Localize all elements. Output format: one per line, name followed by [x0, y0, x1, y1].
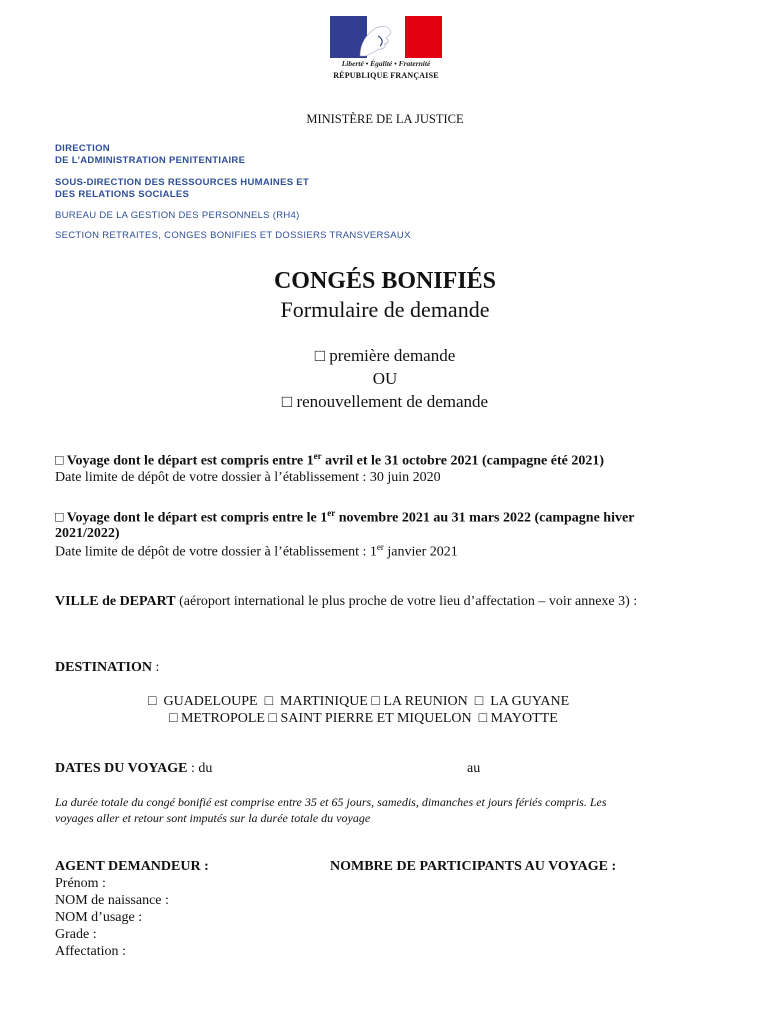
agent-heading: AGENT DEMANDEUR :	[55, 859, 209, 874]
destination-option-saint-pierre[interactable]	[268, 711, 471, 726]
summer-campaign-label-pre: Voyage dont le départ est compris entre 1	[66, 453, 314, 469]
destination-colon: :	[152, 660, 160, 675]
destination-option-mayotte[interactable]	[479, 711, 558, 726]
winter-campaign-line-2: 2021/2022)	[55, 526, 120, 541]
destination-martinique-label: MARTINIQUE	[280, 694, 368, 709]
destination-saint-pierre-label: SAINT PIERRE ET MIQUELON	[280, 711, 472, 726]
travel-dates-label: DATES DU VOYAGE	[55, 761, 188, 776]
summer-deadline: Date limite de dépôt de votre dossier à l’établissement : 30 juin 2020	[55, 470, 441, 485]
agent-birth-name-field[interactable]: NOM de naissance :	[55, 893, 169, 908]
first-request-label: première demande	[329, 346, 456, 365]
checkbox-martinique[interactable]: □	[264, 694, 274, 709]
winter-campaign-label-post: novembre 2021 au 31 mars 2022 (campagne hiver	[335, 510, 635, 526]
agent-assignment-field[interactable]: Affectation :	[55, 944, 126, 959]
bureau-line: BUREAU DE LA GESTION DES PERSONNELS (RH4)	[55, 210, 300, 221]
winter-campaign-label-pre: Voyage dont le départ est compris entre le 1	[66, 510, 328, 526]
agent-usage-name-field[interactable]: NOM d’usage :	[55, 910, 143, 925]
destination-metropole-label: METROPOLE	[180, 711, 265, 726]
section-line: SECTION RETRAITES, CONGES BONIFIES ET DOSSIERS TRANSVERSAUX	[55, 230, 411, 241]
summer-campaign-option[interactable]	[55, 451, 604, 470]
destination-la-guyane-label: LA GUYANE	[490, 694, 570, 709]
first-request-checkbox[interactable]: □	[314, 346, 325, 365]
winter-deadline	[55, 542, 458, 561]
destination-label: DESTINATION	[55, 660, 152, 675]
direction-line-1: DIRECTION	[55, 143, 110, 154]
departure-city-note: (aéroport international le plus proche de votre lieu d’affectation – voir annexe 3) :	[175, 594, 638, 609]
travel-dates-to-label[interactable]: au	[467, 761, 481, 776]
participants-heading: NOMBRE DE PARTICIPANTS AU VOYAGE :	[330, 859, 617, 874]
departure-city-label: VILLE de DEPART	[55, 594, 176, 609]
republique-francaise-logo	[330, 16, 442, 84]
checkbox-guadeloupe[interactable]: □	[148, 694, 157, 709]
form-main-title: CONGÉS BONIFIÉS	[273, 268, 497, 294]
renewal-option[interactable]	[0, 392, 770, 412]
marianne-flag-icon	[330, 16, 442, 58]
destination-option-la-reunion[interactable]	[371, 694, 467, 709]
checkbox-la-reunion[interactable]: □	[371, 694, 380, 709]
checkbox-mayotte[interactable]: □	[478, 711, 488, 726]
first-request-option[interactable]	[0, 346, 770, 366]
destination-row-2	[169, 711, 558, 727]
winter-campaign-option[interactable]	[55, 508, 634, 527]
summer-campaign-label-post: avril et le 31 octobre 2021 (campagne été 2021)	[321, 453, 605, 469]
destination-mayotte-label: MAYOTTE	[490, 711, 558, 726]
destination-option-metropole[interactable]	[169, 711, 265, 726]
subdirection-line-2: DES RELATIONS SOCIALES	[55, 189, 190, 200]
duration-note-line-1: La durée totale du congé bonifié est comprise entre 35 et 65 jours, samedis, dimanches et jours fériés compris. Les	[55, 795, 607, 809]
renewal-label: renouvellement de demande	[296, 392, 489, 411]
summer-campaign-checkbox[interactable]: □	[55, 453, 64, 469]
travel-dates-from[interactable]	[55, 761, 212, 777]
winter-deadline-pre: Date limite de dépôt de votre dossier à l’établissement : 1	[55, 544, 377, 560]
destination-option-la-guyane[interactable]	[475, 694, 569, 709]
direction-line-2: DE L’ADMINISTRATION PENITENTIAIRE	[55, 155, 246, 166]
destination-heading	[55, 660, 159, 676]
destination-guadeloupe-label: GUADELOUPE	[163, 694, 258, 709]
winter-deadline-post: janvier 2021	[383, 544, 458, 560]
or-label: OU	[372, 369, 398, 388]
agent-grade-field[interactable]: Grade :	[55, 927, 97, 942]
checkbox-saint-pierre[interactable]: □	[268, 711, 277, 726]
travel-dates-from-label: : du	[187, 761, 213, 776]
winter-campaign-checkbox[interactable]: □	[55, 510, 64, 526]
subdirection-line-1: SOUS-DIRECTION DES RESSOURCES HUMAINES ET	[55, 177, 310, 188]
ministry-title: MINISTÈRE DE LA JUSTICE	[306, 112, 464, 126]
destination-la-reunion-label: LA REUNION	[383, 694, 468, 709]
form-subtitle: Formulaire de demande	[280, 297, 490, 322]
checkbox-metropole[interactable]: □	[169, 711, 178, 726]
renewal-checkbox[interactable]: □	[281, 392, 293, 411]
departure-city-field[interactable]	[55, 594, 637, 610]
logo-motto: Liberté • Égalité • Fraternité	[341, 59, 431, 68]
destination-option-martinique[interactable]	[265, 694, 368, 709]
summer-campaign-sup: er	[313, 451, 322, 461]
destination-row-1	[148, 694, 569, 710]
checkbox-la-guyane[interactable]: □	[474, 694, 484, 709]
logo-republique: RÉPUBLIQUE FRANÇAISE	[333, 71, 439, 80]
agent-first-name-field[interactable]: Prénom :	[55, 876, 106, 891]
winter-campaign-sup: er	[327, 508, 336, 518]
winter-deadline-sup: er	[376, 542, 384, 552]
duration-note-line-2: voyages aller et retour sont imputés sur la durée totale du voyage	[55, 811, 371, 825]
destination-option-guadeloupe[interactable]	[148, 694, 258, 709]
